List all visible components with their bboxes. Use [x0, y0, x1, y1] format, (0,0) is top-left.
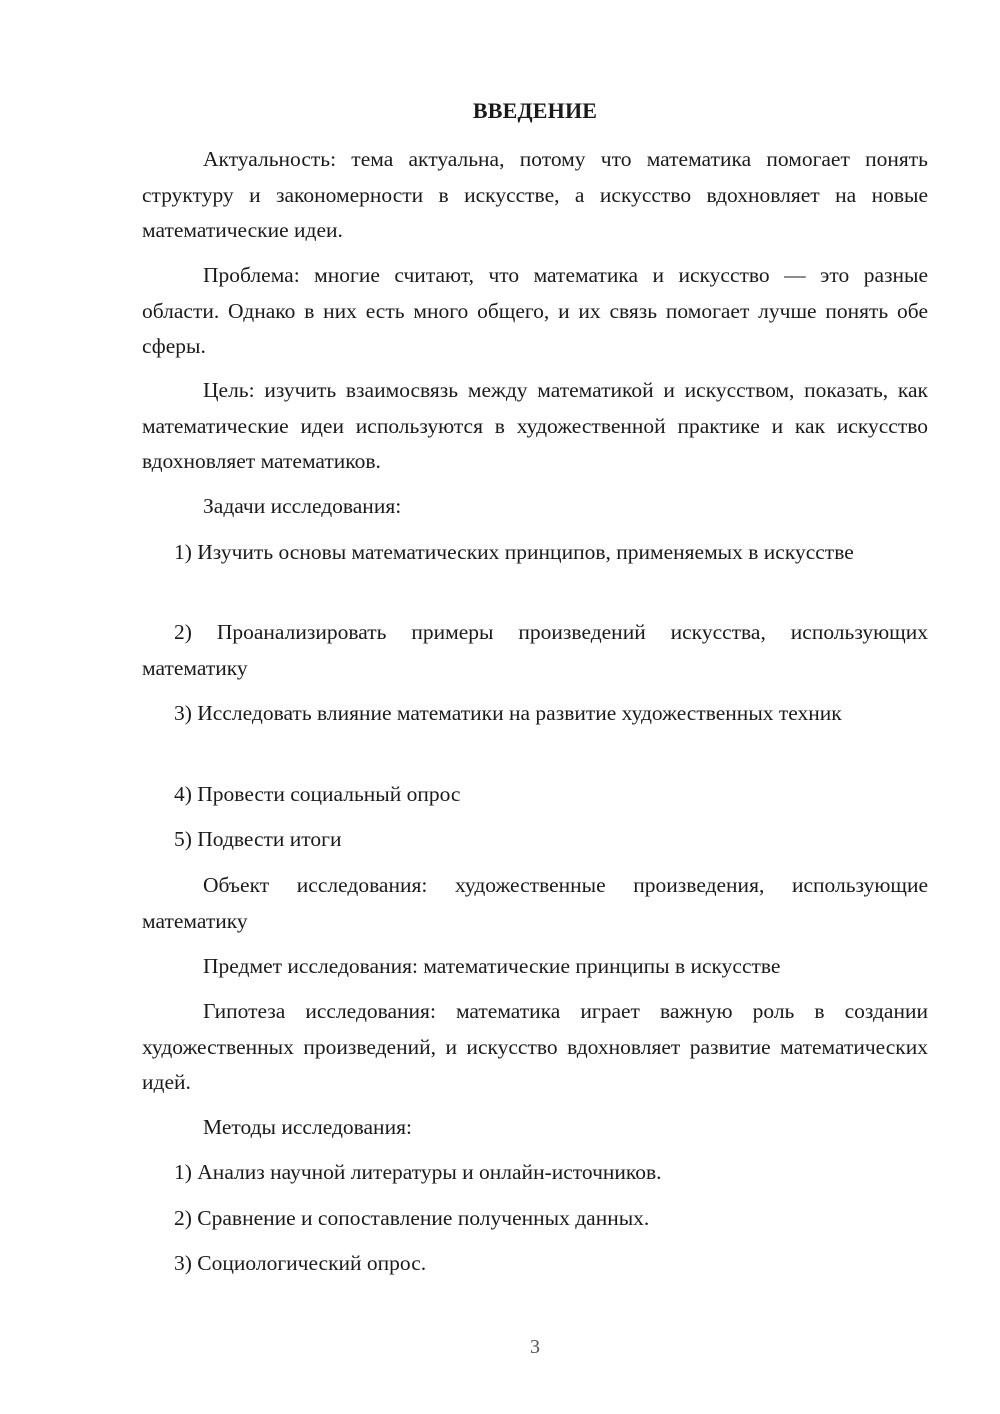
problem-paragraph: Проблема: многие считают, что математика и искусство — это разные области. Однако в них есть много общего, и их связь помогает лучше понять обе сферы.	[142, 263, 928, 358]
relevance-paragraph: Актуальность: тема актуальна, потому что математика помогает понять структуру и закономерности в искусстве, а искусство вдохновляет на новые математические идеи.	[142, 147, 928, 242]
hypothesis-paragraph: Гипотеза исследования: математика играет важную роль в создании художественных произведений, и искусство вдохновляет развитие математических идей.	[142, 999, 928, 1094]
document-page	[142, 0, 928, 1414]
task-item: 4) Провести социальный опрос	[174, 782, 461, 806]
task-item: 3) Исследовать влияние математики на развитие художественных техник	[174, 701, 842, 725]
section-heading: ВВЕДЕНИЕ	[472, 98, 598, 123]
task-item: 1) Изучить основы математических принципов, применяемых в искусстве	[174, 540, 854, 564]
method-item: 1) Анализ научной литературы и онлайн-источников.	[174, 1160, 662, 1184]
goal-paragraph: Цель: изучить взаимосвязь между математикой и искусством, показать, как математические идеи используются в художественной практике и как искусство вдохновляет математиков.	[142, 378, 928, 473]
methods-title: Методы исследования:	[203, 1115, 412, 1139]
object-paragraph: Объект исследования: художественные произведения, использующие математику	[142, 873, 928, 933]
page-number: 3	[530, 1336, 540, 1358]
method-item: 3) Социологический опрос.	[174, 1251, 427, 1275]
subject-paragraph: Предмет исследования: математические принципы в искусстве	[203, 954, 781, 978]
tasks-title: Задачи исследования:	[203, 494, 402, 518]
task-item: 5) Подвести итоги	[174, 827, 342, 851]
method-item: 2) Сравнение и сопоставление полученных данных.	[174, 1206, 650, 1230]
task-item: 2) Проанализировать примеры произведений искусства, использующих математику	[142, 620, 928, 680]
